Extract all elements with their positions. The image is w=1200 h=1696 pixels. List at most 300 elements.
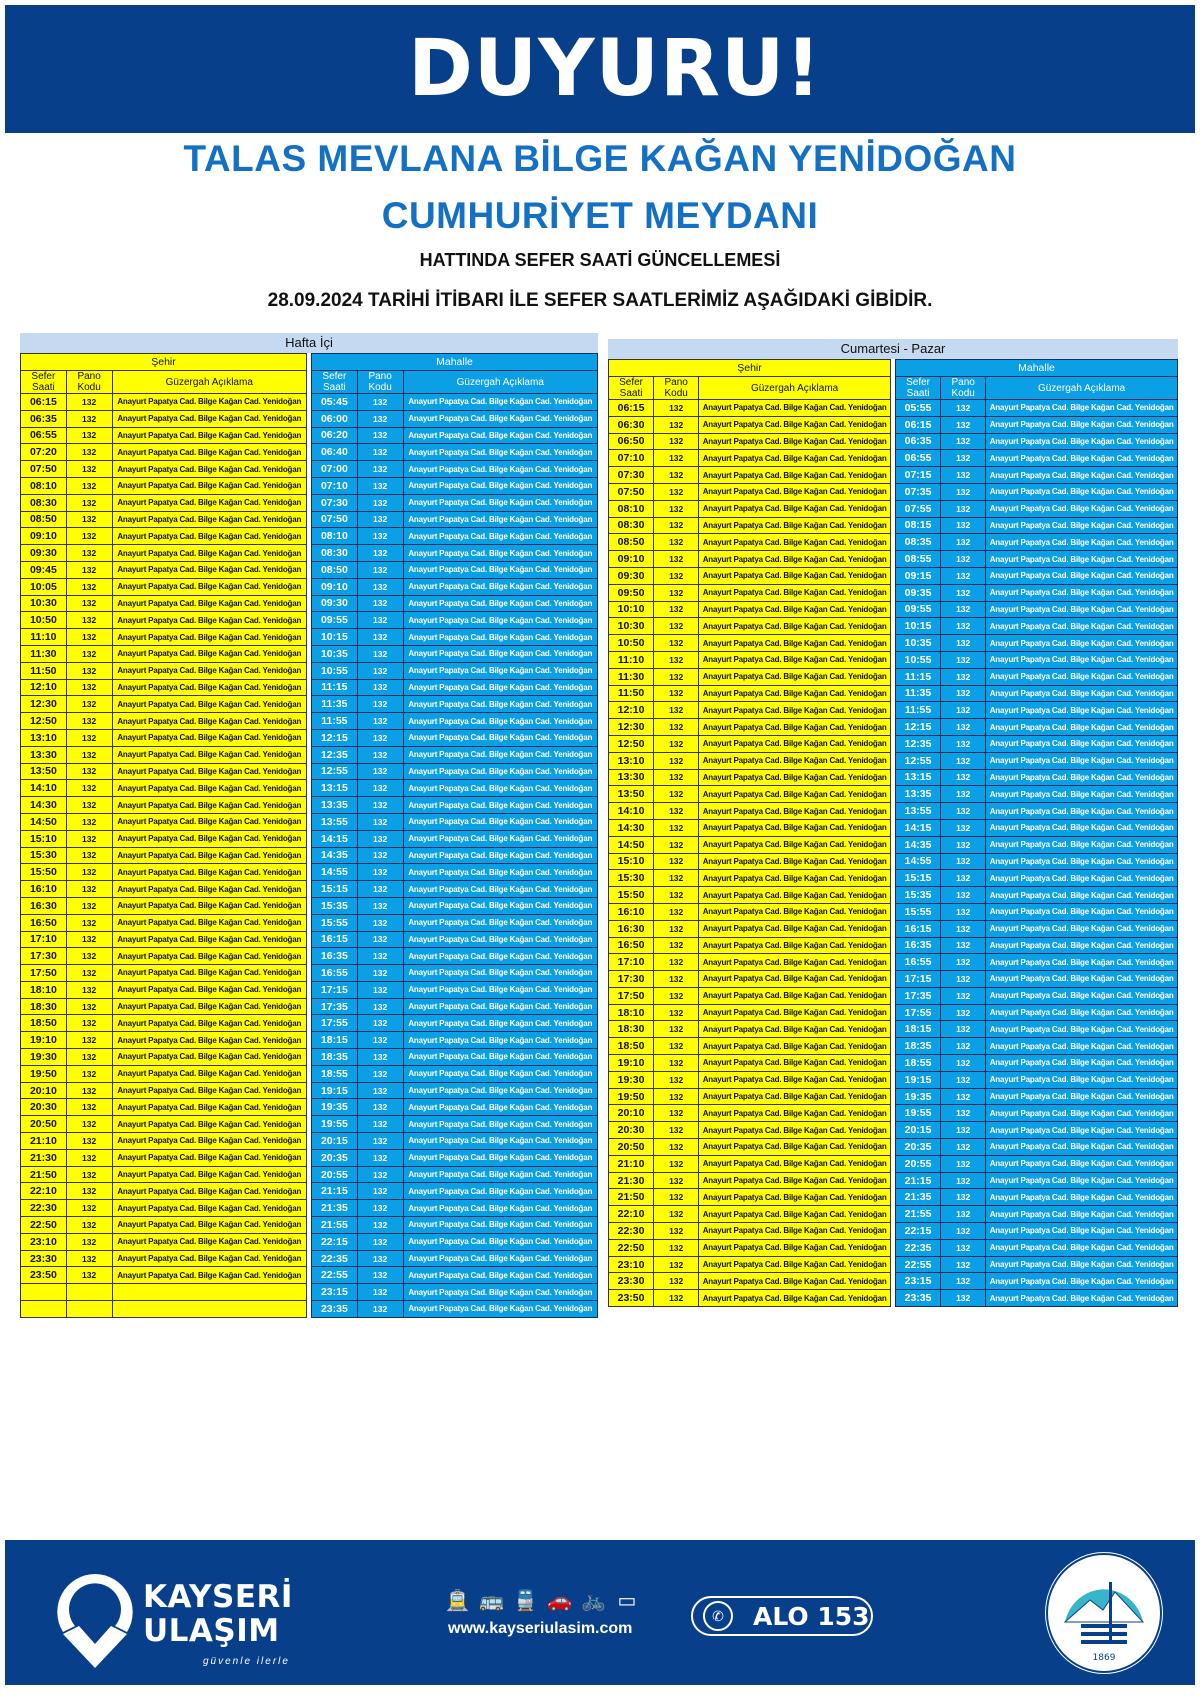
table-row (312, 1049, 598, 1066)
route-description: Anayurt Papatya Cad. Bilge Kağan Cad. Yenidoğan (986, 1071, 1178, 1088)
departure-time: 12:15 (312, 729, 358, 746)
route-description: Anayurt Papatya Cad. Bilge Kağan Cad. Yenidoğan (403, 881, 598, 898)
departure-time: 09:10 (21, 528, 67, 545)
pano-code: 132 (66, 410, 112, 427)
route-description: Anayurt Papatya Cad. Bilge Kağan Cad. Yenidoğan (403, 897, 598, 914)
table-row (896, 920, 1178, 937)
pano-code: 132 (654, 567, 699, 584)
route-description: Anayurt Papatya Cad. Bilge Kağan Cad. Yenidoğan (112, 1065, 307, 1082)
route-description: Anayurt Papatya Cad. Bilge Kağan Cad. Yenidoğan (403, 528, 598, 545)
route-description: Anayurt Papatya Cad. Bilge Kağan Cad. Yenidoğan (699, 517, 891, 534)
departure-time: 07:15 (896, 467, 941, 484)
pano-code: 132 (66, 746, 112, 763)
departure-time: 13:15 (312, 780, 358, 797)
pano-code: 132 (66, 1082, 112, 1099)
pano-code: 132 (654, 601, 699, 618)
table-row (609, 1172, 891, 1189)
route-description: Anayurt Papatya Cad. Bilge Kağan Cad. Yenidoğan (403, 797, 598, 814)
route-description: Anayurt Papatya Cad. Bilge Kağan Cad. Yenidoğan (112, 1183, 307, 1200)
route-description: Anayurt Papatya Cad. Bilge Kağan Cad. Yenidoğan (699, 1189, 891, 1206)
departure-time: 19:35 (312, 1099, 358, 1116)
table-row (21, 729, 307, 746)
departure-time: 22:10 (609, 1206, 654, 1223)
route-description: Anayurt Papatya Cad. Bilge Kağan Cad. Yenidoğan (986, 735, 1178, 752)
table-row (609, 853, 891, 870)
table-row (609, 1290, 891, 1307)
departure-time: 07:55 (896, 500, 941, 517)
pano-code: 132 (941, 1122, 986, 1139)
column-header: Sefer Saati (896, 377, 941, 400)
table-row (312, 914, 598, 931)
column-header: Güzergah Açıklama (986, 377, 1178, 400)
pano-code: 132 (654, 803, 699, 820)
route-description: Anayurt Papatya Cad. Bilge Kağan Cad. Yenidoğan (112, 578, 307, 595)
route-description: Anayurt Papatya Cad. Bilge Kağan Cad. Yenidoğan (986, 1206, 1178, 1223)
table-row (896, 635, 1178, 652)
route-description: Anayurt Papatya Cad. Bilge Kağan Cad. Yenidoğan (112, 1200, 307, 1217)
departure-time: 08:30 (21, 494, 67, 511)
table-row (312, 410, 598, 427)
route-description: Anayurt Papatya Cad. Bilge Kağan Cad. Yenidoğan (403, 1233, 598, 1250)
route-description: Anayurt Papatya Cad. Bilge Kağan Cad. Yenidoğan (699, 1071, 891, 1088)
departure-time: 15:30 (609, 870, 654, 887)
table-row (21, 394, 307, 411)
departure-time: 23:15 (896, 1273, 941, 1290)
seal-year: 1869 (1092, 1653, 1116, 1663)
route-description: Anayurt Papatya Cad. Bilge Kağan Cad. Yenidoğan (112, 645, 307, 662)
table-row (312, 662, 598, 679)
departure-time: 12:15 (896, 719, 941, 736)
departure-time: 13:55 (312, 813, 358, 830)
departure-time: 22:35 (312, 1250, 358, 1267)
pano-code: 132 (941, 1239, 986, 1256)
departure-time (21, 1284, 67, 1301)
route-description: Anayurt Papatya Cad. Bilge Kağan Cad. Yenidoğan (699, 651, 891, 668)
pano-code: 132 (941, 870, 986, 887)
route-description: Anayurt Papatya Cad. Bilge Kağan Cad. Yenidoğan (986, 1290, 1178, 1307)
sehir-group-header: Şehir (21, 354, 307, 371)
table-row (312, 1099, 598, 1116)
table-row (609, 651, 891, 668)
table-row (21, 1015, 307, 1032)
route-description: Anayurt Papatya Cad. Bilge Kağan Cad. Yenidoğan (699, 853, 891, 870)
table-row (609, 400, 891, 417)
departure-time: 17:50 (21, 965, 67, 982)
route-description: Anayurt Papatya Cad. Bilge Kağan Cad. Yenidoğan (403, 1267, 598, 1284)
table-row (896, 1071, 1178, 1088)
route-description: Anayurt Papatya Cad. Bilge Kağan Cad. Yenidoğan (986, 1273, 1178, 1290)
mahalle-group-header: Mahalle (312, 354, 598, 371)
pano-code: 132 (941, 1021, 986, 1038)
route-description: Anayurt Papatya Cad. Bilge Kağan Cad. Yenidoğan (403, 780, 598, 797)
pano-code: 132 (66, 797, 112, 814)
route-description: Anayurt Papatya Cad. Bilge Kağan Cad. Yenidoğan (986, 685, 1178, 702)
departure-time: 15:55 (896, 903, 941, 920)
route-description: Anayurt Papatya Cad. Bilge Kağan Cad. Yenidoğan (699, 433, 891, 450)
route-description: Anayurt Papatya Cad. Bilge Kağan Cad. Yenidoğan (112, 1082, 307, 1099)
table-row (312, 578, 598, 595)
pano-code: 132 (941, 651, 986, 668)
table-row (896, 1088, 1178, 1105)
table-row (312, 461, 598, 478)
departure-time: 11:55 (312, 713, 358, 730)
pano-code: 132 (941, 1256, 986, 1273)
route-description: Anayurt Papatya Cad. Bilge Kağan Cad. Yenidoğan (986, 1239, 1178, 1256)
route-description: Anayurt Papatya Cad. Bilge Kağan Cad. Yenidoğan (699, 954, 891, 971)
table-row (21, 746, 307, 763)
pano-code: 132 (941, 450, 986, 467)
pano-code: 132 (654, 467, 699, 484)
table-row (21, 662, 307, 679)
table-row (21, 561, 307, 578)
departure-time: 17:55 (896, 1004, 941, 1021)
departure-time: 07:00 (312, 461, 358, 478)
table-row (896, 450, 1178, 467)
update-subtitle: HATTINDA SEFER SAATİ GÜNCELLEMESİ (419, 250, 781, 270)
table-row (21, 713, 307, 730)
table-row (21, 1166, 307, 1183)
weekday-schedule (20, 333, 598, 1318)
route-description: Anayurt Papatya Cad. Bilge Kağan Cad. Yenidoğan (986, 400, 1178, 417)
route-description: Anayurt Papatya Cad. Bilge Kağan Cad. Yenidoğan (699, 567, 891, 584)
departure-time: 16:10 (609, 903, 654, 920)
table-row (312, 1284, 598, 1301)
route-description: Anayurt Papatya Cad. Bilge Kağan Cad. Yenidoğan (986, 1038, 1178, 1055)
departure-time: 10:55 (896, 651, 941, 668)
route-description: Anayurt Papatya Cad. Bilge Kağan Cad. Yenidoğan (986, 887, 1178, 904)
route-description: Anayurt Papatya Cad. Bilge Kağan Cad. Yenidoğan (699, 1155, 891, 1172)
table-row (312, 864, 598, 881)
departure-time: 15:35 (312, 897, 358, 914)
departure-time: 15:15 (312, 881, 358, 898)
pano-code: 132 (66, 763, 112, 780)
route-description: Anayurt Papatya Cad. Bilge Kağan Cad. Yenidoğan (699, 1139, 891, 1156)
pano-code: 132 (66, 1149, 112, 1166)
mahalle-group-header: Mahalle (896, 360, 1178, 377)
route-description: Anayurt Papatya Cad. Bilge Kağan Cad. Yenidoğan (986, 987, 1178, 1004)
route-description: Anayurt Papatya Cad. Bilge Kağan Cad. Yenidoğan (403, 847, 598, 864)
column-header: Sefer Saati (312, 371, 358, 394)
departure-time: 10:30 (609, 618, 654, 635)
phone-icon: ✆ (703, 1601, 733, 1631)
departure-time: 22:30 (609, 1223, 654, 1240)
pano-code: 132 (941, 517, 986, 534)
route-description: Anayurt Papatya Cad. Bilge Kağan Cad. Yenidoğan (403, 1133, 598, 1150)
route-description: Anayurt Papatya Cad. Bilge Kağan Cad. Yenidoğan (699, 1239, 891, 1256)
departure-time: 17:10 (609, 954, 654, 971)
route-description: Anayurt Papatya Cad. Bilge Kağan Cad. Yenidoğan (986, 433, 1178, 450)
table-row (609, 500, 891, 517)
departure-time: 13:35 (896, 786, 941, 803)
table-row (21, 1267, 307, 1284)
table-row (896, 500, 1178, 517)
pano-code: 132 (654, 668, 699, 685)
departure-time: 17:30 (609, 971, 654, 988)
departure-time: 07:35 (896, 483, 941, 500)
pano-code: 132 (941, 500, 986, 517)
route-description: Anayurt Papatya Cad. Bilge Kağan Cad. Yenidoğan (986, 971, 1178, 988)
table-row (312, 797, 598, 814)
route-description: Anayurt Papatya Cad. Bilge Kağan Cad. Yenidoğan (699, 786, 891, 803)
route-description: Anayurt Papatya Cad. Bilge Kağan Cad. Yenidoğan (699, 618, 891, 635)
departure-time: 23:30 (609, 1273, 654, 1290)
pano-code: 132 (941, 752, 986, 769)
departure-time: 18:30 (21, 998, 67, 1015)
route-description: Anayurt Papatya Cad. Bilge Kağan Cad. Yenidoğan (699, 500, 891, 517)
pano-code: 132 (654, 1206, 699, 1223)
route-description: Anayurt Papatya Cad. Bilge Kağan Cad. Yenidoğan (112, 394, 307, 411)
route-description: Anayurt Papatya Cad. Bilge Kağan Cad. Yenidoğan (112, 813, 307, 830)
pano-code: 132 (357, 746, 403, 763)
departure-time: 11:55 (896, 702, 941, 719)
route-description: Anayurt Papatya Cad. Bilge Kağan Cad. Yenidoğan (403, 830, 598, 847)
route-description: Anayurt Papatya Cad. Bilge Kağan Cad. Yenidoğan (699, 1038, 891, 1055)
route-description: Anayurt Papatya Cad. Bilge Kağan Cad. Yenidoğan (112, 629, 307, 646)
route-description: Anayurt Papatya Cad. Bilge Kağan Cad. Yenidoğan (699, 467, 891, 484)
route-description: Anayurt Papatya Cad. Bilge Kağan Cad. Yenidoğan (699, 803, 891, 820)
hotline-number: ALO 153 (753, 1601, 870, 1631)
pano-code: 132 (654, 954, 699, 971)
pano-code: 132 (654, 416, 699, 433)
route-description: Anayurt Papatya Cad. Bilge Kağan Cad. Yenidoğan (403, 427, 598, 444)
table-row (21, 763, 307, 780)
table-row (896, 1189, 1178, 1206)
pano-code: 132 (654, 903, 699, 920)
pano-code: 132 (66, 662, 112, 679)
departure-time: 09:55 (312, 612, 358, 629)
table-row (896, 1055, 1178, 1072)
route-description: Anayurt Papatya Cad. Bilge Kağan Cad. Yenidoğan (403, 1099, 598, 1116)
table-row (609, 752, 891, 769)
table-row (312, 1116, 598, 1133)
table-row (609, 1256, 891, 1273)
departure-time: 14:35 (896, 836, 941, 853)
route-description: Anayurt Papatya Cad. Bilge Kağan Cad. Yenidoğan (699, 584, 891, 601)
table-row (312, 1032, 598, 1049)
table-row (21, 1082, 307, 1099)
pano-code: 132 (357, 864, 403, 881)
pano-code: 132 (941, 1172, 986, 1189)
route-description: Anayurt Papatya Cad. Bilge Kağan Cad. Yenidoğan (403, 981, 598, 998)
departure-time: 21:15 (896, 1172, 941, 1189)
route-description: Anayurt Papatya Cad. Bilge Kağan Cad. Yenidoğan (403, 1149, 598, 1166)
departure-time: 11:15 (312, 679, 358, 696)
table-row (21, 864, 307, 881)
departure-time: 20:35 (312, 1149, 358, 1166)
table-row (609, 584, 891, 601)
departure-time: 06:40 (312, 444, 358, 461)
route-description: Anayurt Papatya Cad. Bilge Kağan Cad. Yenidoğan (403, 948, 598, 965)
table-row (896, 685, 1178, 702)
pano-code: 132 (941, 618, 986, 635)
table-row (21, 1149, 307, 1166)
pano-code: 132 (357, 696, 403, 713)
table-row (312, 444, 598, 461)
departure-time: 14:55 (312, 864, 358, 881)
departure-time: 14:35 (312, 847, 358, 864)
route-description: Anayurt Papatya Cad. Bilge Kağan Cad. Yenidoğan (403, 1166, 598, 1183)
pano-code: 132 (66, 1217, 112, 1234)
departure-time: 11:50 (609, 685, 654, 702)
departure-time: 22:15 (312, 1233, 358, 1250)
route-description: Anayurt Papatya Cad. Bilge Kağan Cad. Yenidoğan (112, 1233, 307, 1250)
pano-code: 132 (941, 937, 986, 954)
departure-time: 14:30 (609, 819, 654, 836)
route-description: Anayurt Papatya Cad. Bilge Kağan Cad. Yenidoğan (112, 965, 307, 982)
route-description: Anayurt Papatya Cad. Bilge Kağan Cad. Yenidoğan (699, 920, 891, 937)
pano-code: 132 (941, 601, 986, 618)
pano-code: 132 (357, 1166, 403, 1183)
departure-time: 20:10 (609, 1105, 654, 1122)
route-description: Anayurt Papatya Cad. Bilge Kağan Cad. Yenidoğan (986, 803, 1178, 820)
pano-code: 132 (654, 1055, 699, 1072)
hotline-badge[interactable] (691, 1596, 873, 1636)
departure-time: 21:55 (896, 1206, 941, 1223)
departure-time: 19:30 (609, 1071, 654, 1088)
departure-time: 08:55 (896, 551, 941, 568)
route-description: Anayurt Papatya Cad. Bilge Kağan Cad. Yenidoğan (986, 853, 1178, 870)
table-row (312, 1301, 598, 1318)
route-description: Anayurt Papatya Cad. Bilge Kağan Cad. Yenidoğan (112, 444, 307, 461)
departure-time: 05:55 (896, 400, 941, 417)
pano-code: 132 (654, 1172, 699, 1189)
route-description: Anayurt Papatya Cad. Bilge Kağan Cad. Yenidoğan (699, 685, 891, 702)
mahalle-table (895, 359, 1178, 1307)
route-description: Anayurt Papatya Cad. Bilge Kağan Cad. Yenidoğan (112, 780, 307, 797)
departure-time: 16:30 (21, 897, 67, 914)
departure-time: 06:35 (896, 433, 941, 450)
pano-code: 132 (941, 1055, 986, 1072)
pano-code: 132 (654, 1139, 699, 1156)
pano-code: 132 (941, 1105, 986, 1122)
route-description: Anayurt Papatya Cad. Bilge Kağan Cad. Yenidoğan (986, 920, 1178, 937)
route-description: Anayurt Papatya Cad. Bilge Kağan Cad. Yenidoğan (699, 1004, 891, 1021)
pano-code: 132 (941, 551, 986, 568)
route-description: Anayurt Papatya Cad. Bilge Kağan Cad. Yenidoğan (403, 1032, 598, 1049)
route-description: Anayurt Papatya Cad. Bilge Kağan Cad. Yenidoğan (986, 786, 1178, 803)
table-row (312, 1233, 598, 1250)
website-link[interactable]: www.kayseriulasim.com (448, 1620, 633, 1637)
route-description: Anayurt Papatya Cad. Bilge Kağan Cad. Yenidoğan (403, 595, 598, 612)
pano-code: 132 (66, 1200, 112, 1217)
route-description: Anayurt Papatya Cad. Bilge Kağan Cad. Yenidoğan (403, 729, 598, 746)
pano-code: 132 (66, 1183, 112, 1200)
departure-time: 13:15 (896, 769, 941, 786)
table-row (312, 511, 598, 528)
pano-code: 132 (66, 612, 112, 629)
table-row (312, 948, 598, 965)
pano-code: 132 (357, 679, 403, 696)
table-row (609, 954, 891, 971)
table-row (609, 1273, 891, 1290)
table-row (609, 702, 891, 719)
departure-time: 22:35 (896, 1239, 941, 1256)
route-description: Anayurt Papatya Cad. Bilge Kağan Cad. Yenidoğan (986, 416, 1178, 433)
table-row (312, 897, 598, 914)
route-description: Anayurt Papatya Cad. Bilge Kağan Cad. Yenidoğan (986, 1172, 1178, 1189)
brand-name (143, 1580, 293, 1648)
route-description: Anayurt Papatya Cad. Bilge Kağan Cad. Yenidoğan (699, 534, 891, 551)
departure-time: 23:50 (609, 1290, 654, 1307)
pano-code: 132 (66, 847, 112, 864)
pano-code: 132 (654, 635, 699, 652)
pano-code: 132 (66, 813, 112, 830)
departure-time: 08:50 (21, 511, 67, 528)
departure-time: 06:20 (312, 427, 358, 444)
route-description: Anayurt Papatya Cad. Bilge Kağan Cad. Yenidoğan (986, 1004, 1178, 1021)
table-row (609, 416, 891, 433)
route-description: Anayurt Papatya Cad. Bilge Kağan Cad. Yenidoğan (699, 819, 891, 836)
pano-code: 132 (654, 1155, 699, 1172)
route-description: Anayurt Papatya Cad. Bilge Kağan Cad. Yenidoğan (699, 1256, 891, 1273)
table-row (312, 696, 598, 713)
table-row (609, 769, 891, 786)
route-description: Anayurt Papatya Cad. Bilge Kağan Cad. Yenidoğan (699, 635, 891, 652)
pano-code: 132 (357, 477, 403, 494)
table-row (896, 819, 1178, 836)
table-row (896, 769, 1178, 786)
route-description: Anayurt Papatya Cad. Bilge Kağan Cad. Yenidoğan (112, 1049, 307, 1066)
pano-code: 132 (941, 567, 986, 584)
departure-time: 16:35 (896, 937, 941, 954)
departure-time: 21:50 (21, 1166, 67, 1183)
pano-code: 132 (941, 534, 986, 551)
route-description: Anayurt Papatya Cad. Bilge Kağan Cad. Yenidoğan (112, 561, 307, 578)
pano-code: 132 (654, 1223, 699, 1240)
departure-time: 21:55 (312, 1217, 358, 1234)
departure-time: 07:10 (609, 450, 654, 467)
top-banner (5, 5, 1195, 133)
pano-code: 132 (66, 998, 112, 1015)
departure-time: 07:10 (312, 477, 358, 494)
departure-time: 08:30 (609, 517, 654, 534)
departure-time: 19:10 (609, 1055, 654, 1072)
table-row (312, 629, 598, 646)
departure-time: 08:15 (896, 517, 941, 534)
table-row (896, 433, 1178, 450)
pano-code: 132 (66, 729, 112, 746)
route-description: Anayurt Papatya Cad. Bilge Kağan Cad. Yenidoğan (112, 931, 307, 948)
pano-code: 132 (357, 461, 403, 478)
departure-time: 14:30 (21, 797, 67, 814)
pano-code: 132 (66, 477, 112, 494)
departure-time: 11:35 (896, 685, 941, 702)
pano-code: 132 (66, 1099, 112, 1116)
pano-code: 132 (654, 483, 699, 500)
sehir-table (608, 359, 891, 1307)
pano-code: 132 (357, 410, 403, 427)
table-row (21, 629, 307, 646)
departure-time: 12:55 (312, 763, 358, 780)
pano-code: 132 (66, 461, 112, 478)
departure-time: 06:15 (896, 416, 941, 433)
departure-time: 12:35 (896, 735, 941, 752)
route-description: Anayurt Papatya Cad. Bilge Kağan Cad. Yenidoğan (699, 702, 891, 719)
table-row (21, 494, 307, 511)
table-row (21, 612, 307, 629)
departure-time: 22:50 (21, 1217, 67, 1234)
column-header: Pano Kodu (357, 371, 403, 394)
route-name-line1: TALAS MEVLANA BİLGE KAĞAN YENİDOĞAN (183, 138, 1017, 179)
pano-code: 132 (941, 1189, 986, 1206)
departure-time: 12:10 (21, 679, 67, 696)
departure-time: 21:10 (609, 1155, 654, 1172)
table-row (896, 1004, 1178, 1021)
pano-code: 132 (941, 1206, 986, 1223)
table-row (896, 668, 1178, 685)
pano-code: 132 (357, 1032, 403, 1049)
departure-time: 07:30 (609, 467, 654, 484)
